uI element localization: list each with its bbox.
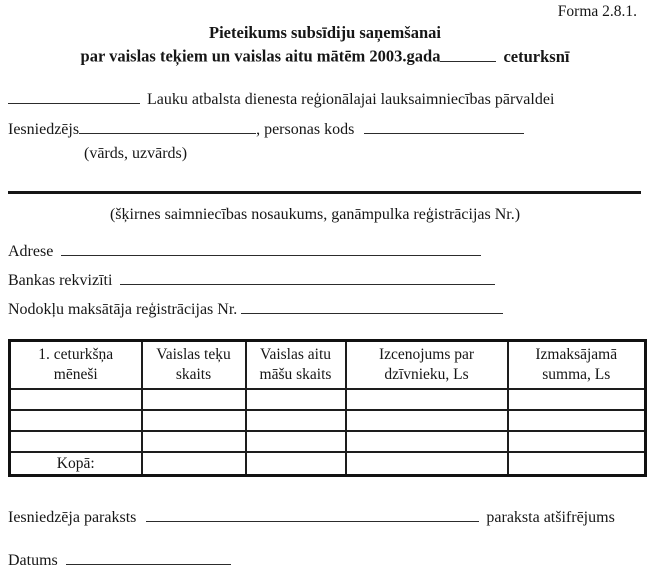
form-title-line2	[0, 45, 650, 67]
address-line	[8, 240, 481, 261]
table-cell	[346, 410, 508, 431]
tax-registration-line	[8, 298, 503, 319]
table-cell	[346, 389, 508, 410]
title-text-after-quarter-blank: ceturksnī	[503, 46, 570, 66]
table-row	[10, 431, 646, 452]
applicant-line	[8, 118, 524, 139]
table-cell	[508, 431, 646, 452]
header-ram-count: Vaislas teķu skaits	[142, 341, 246, 390]
table-cell	[246, 452, 346, 476]
table-header-row	[10, 341, 646, 390]
bank-blank-field	[120, 269, 495, 285]
header-quarter-months: 1. ceturkšņa mēneši	[10, 341, 142, 390]
tax-registration-label: Nodokļu maksātāja reģistrācijas Nr.	[8, 301, 238, 319]
table-row	[10, 389, 646, 410]
tax-registration-blank-field	[241, 298, 503, 314]
table-cell	[346, 431, 508, 452]
table-cell	[246, 389, 346, 410]
table-cell	[10, 389, 142, 410]
regional-office-blank-field	[8, 88, 140, 104]
total-label-cell: Kopā:	[10, 452, 142, 476]
subsidy-table	[8, 339, 647, 477]
recipient-label: Lauku atbalsta dienesta reģionālajai lauksaimniecības pārvaldei	[147, 91, 555, 109]
form-title-line1: Pieteikums subsīdiju saņemšanai	[209, 23, 441, 42]
signature-line	[8, 506, 615, 527]
quarter-blank-field	[440, 45, 496, 62]
table-cell	[246, 410, 346, 431]
table-cell	[508, 389, 646, 410]
bank-label: Bankas rekvizīti	[8, 272, 113, 290]
signature-blank-field	[146, 506, 479, 522]
bank-line	[8, 269, 495, 290]
personal-code-blank-field	[364, 118, 524, 134]
table-cell	[10, 431, 142, 452]
table-cell	[508, 410, 646, 431]
address-label: Adrese	[8, 243, 54, 261]
signature-label: Iesniedzēja paraksts	[8, 509, 137, 527]
farm-registration-hint: (šķirnes saimniecības nosaukums, ganāmpulka reģistrācijas Nr.)	[109, 206, 521, 223]
personal-code-label: , personas kods	[256, 121, 355, 139]
table-total-row	[10, 452, 646, 476]
table-cell	[346, 452, 508, 476]
header-price-per-animal: Izcenojums par dzīvnieku, Ls	[346, 341, 508, 390]
address-blank-field	[61, 240, 481, 256]
date-line	[8, 549, 231, 570]
title-text-before-quarter-blank: par vaislas teķiem un vaislas aitu mātēm 2003.gada	[80, 46, 441, 66]
applicant-name-blank-field	[79, 118, 256, 134]
table-row	[10, 410, 646, 431]
header-payable-sum: Izmaksājamā summa, Ls	[508, 341, 646, 390]
header-ewe-count: Vaislas aitu māšu skaits	[246, 341, 346, 390]
table-cell	[142, 431, 246, 452]
form-number: Forma 2.8.1.	[557, 3, 637, 20]
table-cell	[508, 452, 646, 476]
date-label: Datums	[8, 552, 58, 570]
table-cell	[142, 389, 246, 410]
table-cell	[142, 452, 246, 476]
thick-separator-rule	[8, 191, 641, 194]
applicant-label: Iesniedzējs	[8, 121, 80, 139]
signature-decipher-label: paraksta atšifrējums	[486, 509, 615, 527]
table-cell	[10, 410, 142, 431]
date-blank-field	[66, 549, 231, 565]
recipient-line	[8, 88, 554, 109]
name-surname-hint: (vārds, uzvārds)	[84, 145, 188, 162]
table-cell	[246, 431, 346, 452]
table-cell	[142, 410, 246, 431]
